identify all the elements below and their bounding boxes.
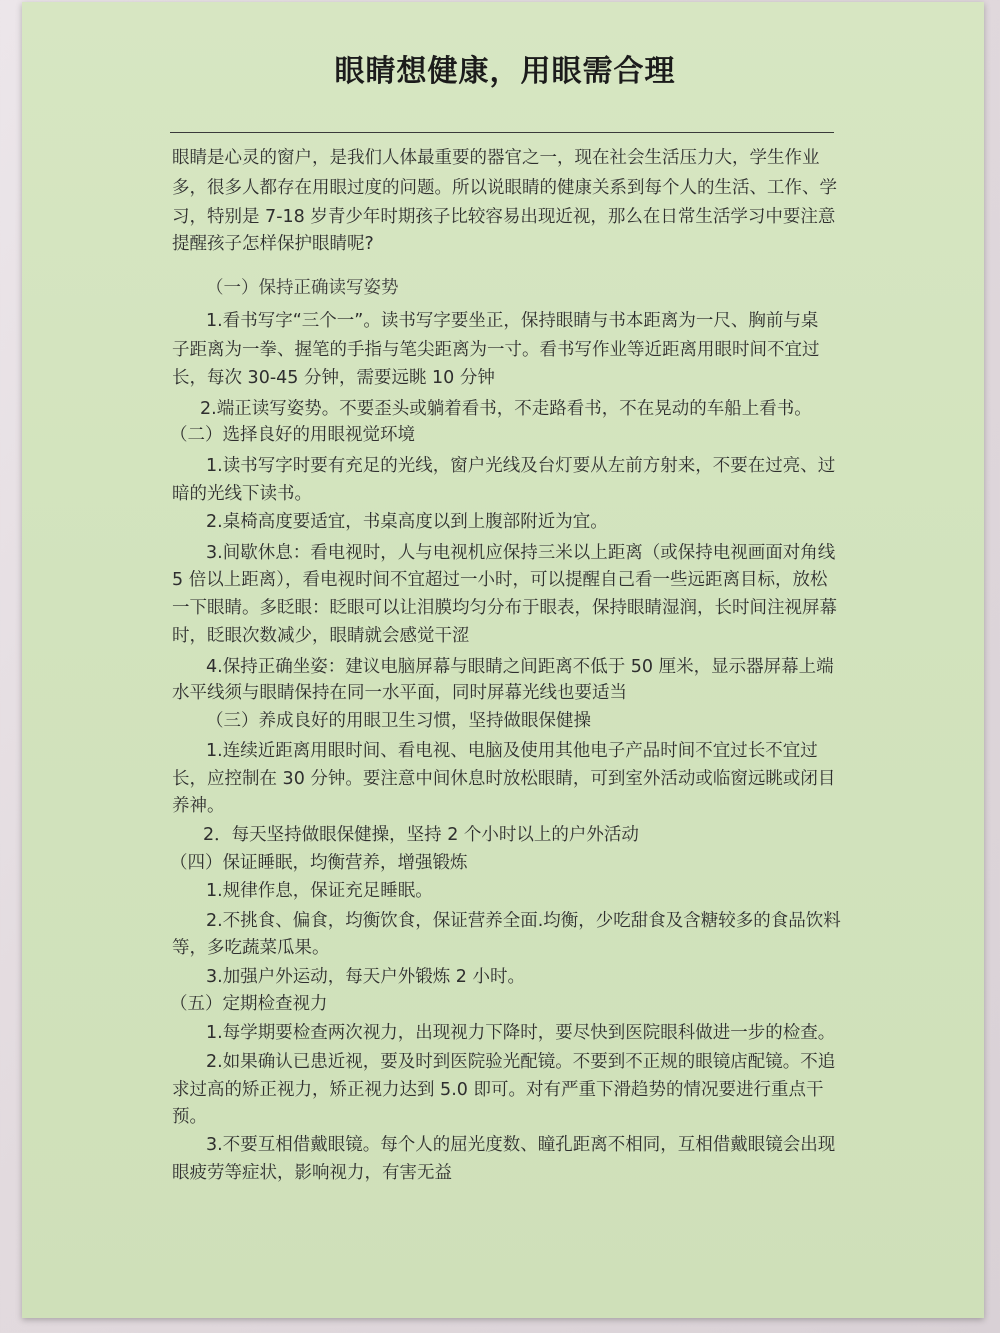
section-2-line-5: 5 倍以上距离），看电视时间不宜超过一小时，可以提醒自己看一些远距离目标，放松 <box>172 570 828 590</box>
section-3-line-1: 1.连续近距离用眼时间、看电视、电脑及使用其他电子产品时间不宜过长不宜过 <box>206 741 818 761</box>
section-2-line-6: 一下眼睛。多眨眼：眨眼可以让泪膜均匀分布于眼表，保持眼睛湿润，长时间注视屏幕 <box>172 598 837 618</box>
section-4-line-4: 3.加强户外运动，每天户外锻炼 2 小时。 <box>206 967 525 987</box>
section-5-line-3: 求过高的矫正视力，矫正视力达到 5.0 即可。对有严重下滑趋势的情况要进行重点干 <box>172 1080 824 1100</box>
section-5-line-4: 预。 <box>172 1107 207 1127</box>
section-1-line-1: 1.看书写字“三个一”。读书写字要坐正，保持眼睛与书本距离为一尺、胸前与桌 <box>206 311 819 331</box>
section-2-line-9: 水平线须与眼睛保持在同一水平面，同时屏幕光线也要适当 <box>172 683 627 703</box>
section-3-line-3: 养神。 <box>172 796 225 816</box>
intro-line-1: 眼睛是心灵的窗户，是我们人体最重要的器官之一，现在社会生活压力大，学生作业 <box>172 148 820 168</box>
section-5-line-6: 眼疲劳等症状，影响视力，有害无益 <box>172 1163 452 1183</box>
section-2-line-2: 暗的光线下读书。 <box>172 484 312 504</box>
section-5-line-2: 2.如果确认已患近视，要及时到医院验光配镜。不要到不正规的眼镜店配镜。不追 <box>206 1052 836 1072</box>
section-2-line-1: 1.读书写字时要有充足的光线，窗户光线及台灯要从左前方射来，不要在过亮、过 <box>206 456 836 476</box>
section-1-line-4: 2.端正读写姿势。不要歪头或躺着看书，不走路看书，不在晃动的车船上看书。 <box>200 399 812 419</box>
section-5-heading: （五）定期检查视力 <box>170 994 328 1014</box>
section-2-line-7: 时，眨眼次数减少，眼睛就会感觉干涩 <box>172 626 470 646</box>
section-3-heading: （三）养成良好的用眼卫生习惯，坚持做眼保健操 <box>206 711 591 731</box>
section-4-line-3: 等，多吃蔬菜瓜果。 <box>172 938 330 958</box>
section-3-line-4: 2．每天坚持做眼保健操，坚持 2 个小时以上的户外活动 <box>203 825 639 845</box>
section-1-line-2: 子距离为一拳、握笔的手指与笔尖距离为一寸。看书写作业等近距离用眼时间不宜过 <box>172 340 820 360</box>
section-2-heading: （二）选择良好的用眼视觉环境 <box>170 425 415 445</box>
section-4-line-2: 2.不挑食、偏食，均衡饮食，保证营养全面.均衡，少吃甜食及含糖较多的食品饮料 <box>206 911 841 931</box>
section-2-line-4: 3.间歇休息：看电视时，人与电视机应保持三米以上距离（或保持电视画面对角线 <box>206 543 836 563</box>
section-4-line-1: 1.规律作息，保证充足睡眠。 <box>206 881 433 901</box>
title-divider <box>170 132 834 133</box>
section-2-line-8: 4.保持正确坐姿：建议电脑屏幕与眼睛之间距离不低于 50 厘米，显示器屏幕上端 <box>206 657 834 677</box>
section-5-line-5: 3.不要互相借戴眼镜。每个人的屈光度数、瞳孔距离不相同，互相借戴眼镜会出现 <box>206 1135 836 1155</box>
intro-line-3: 习，特别是 7-18 岁青少年时期孩子比较容易出现近视，那么在日常生活学习中要注意 <box>172 207 836 227</box>
intro-line-2: 多，很多人都存在用眼过度的问题。所以说眼睛的健康关系到每个人的生活、工作、学 <box>172 178 837 198</box>
section-5-line-1: 1.每学期要检查两次视力，出现视力下降时，要尽快到医院眼科做进一步的检查。 <box>206 1023 836 1043</box>
section-1-heading: （一）保持正确读写姿势 <box>206 278 399 298</box>
section-2-line-3: 2.桌椅高度要适宜，书桌高度以到上腹部附近为宜。 <box>206 512 608 532</box>
intro-line-4: 提醒孩子怎样保护眼睛呢? <box>172 234 374 254</box>
section-1-line-3: 长，每次 30-45 分钟，需要远眺 10 分钟 <box>172 368 495 388</box>
section-4-heading: （四）保证睡眠，均衡营养，增强锻炼 <box>170 853 468 873</box>
section-3-line-2: 长，应控制在 30 分钟。要注意中间休息时放松眼睛，可到室外活动或临窗远眺或闭目 <box>172 769 836 789</box>
document-title: 眼睛想健康，用眼需合理 <box>334 54 676 89</box>
